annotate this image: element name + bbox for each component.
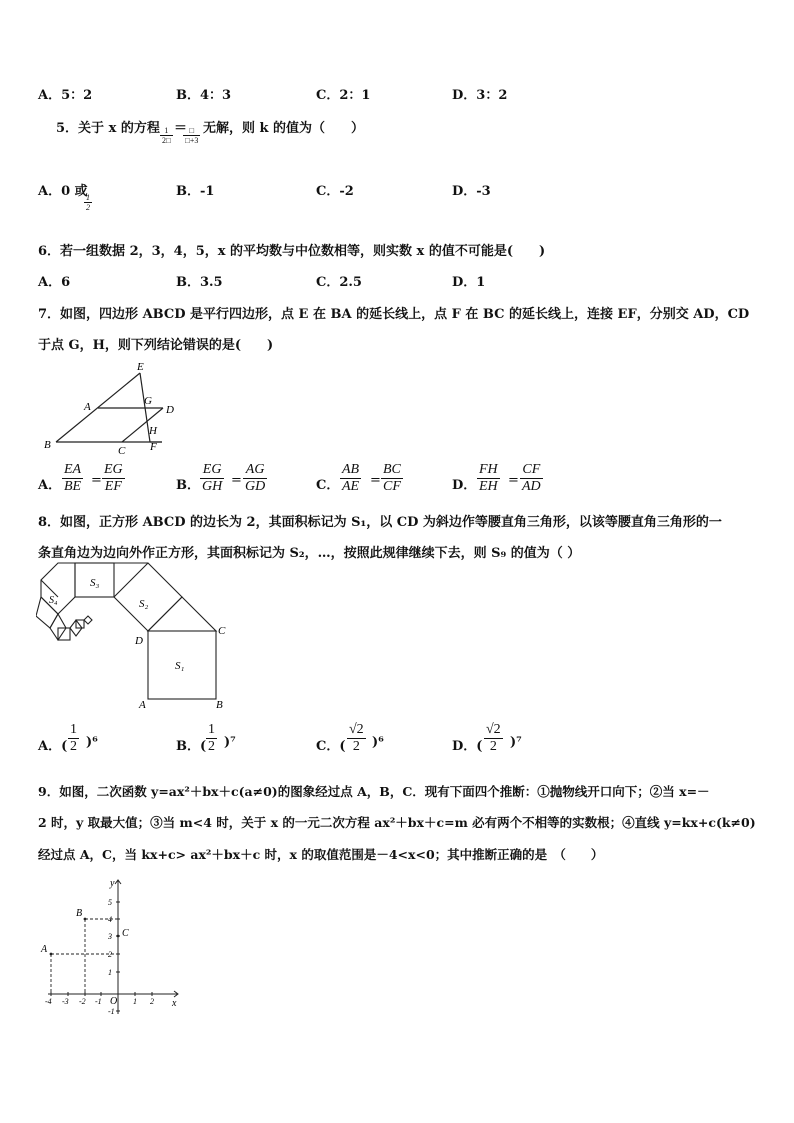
q7-option-d-letter: D． <box>452 478 477 493</box>
q9-coordinate-graph <box>38 874 188 1024</box>
q7-option-c-frac-right: $\frac{BC}{CF}$ <box>383 462 401 494</box>
y-tick-2: 2 <box>108 950 112 959</box>
x-tick-neg3: -3 <box>62 997 69 1006</box>
label-d8: D <box>135 635 143 647</box>
q8-option-d-exp: )⁷ <box>510 735 522 750</box>
q8-option-c-letter: C．( <box>316 739 346 754</box>
x-tick-neg1: -1 <box>95 997 102 1006</box>
point-label-b: B <box>76 908 83 919</box>
label-c: C <box>118 445 126 457</box>
q7-option-d-eq: = <box>508 473 519 488</box>
q7-parallelogram-figure <box>38 358 188 458</box>
x-tick-neg4: -4 <box>45 997 52 1006</box>
q8-option-c-exp: )⁶ <box>372 735 384 750</box>
q6-option-d: D．1 <box>452 275 486 290</box>
q8-option-b-letter: B．( <box>176 739 207 754</box>
label-b: B <box>44 439 51 451</box>
q5-stem-a: 5．关于 x 的方程 <box>56 121 160 136</box>
q9-stem-line3: 经过点 A，C，当 kx+c> ax²＋bx＋c 时，x 的取值范围是－4<x<0；其中推断正确的是 （ ） <box>38 847 604 862</box>
q8-option-d-letter: D．( <box>452 739 483 754</box>
label-b8: B <box>216 699 223 710</box>
q7-option-a-frac-right: $\frac{EG}{EF}$ <box>104 462 123 494</box>
x-tick-1: 1 <box>133 997 137 1006</box>
y-tick-3: 3 <box>108 932 112 941</box>
q4-option-b: B．4：3 <box>176 88 232 103</box>
q4-option-a: A．5：2 <box>38 88 93 103</box>
label-a: A <box>84 401 91 413</box>
y-tick-5: 5 <box>108 898 112 907</box>
q8-option-a-exp: )⁶ <box>86 735 98 750</box>
q6-option-a: A．6 <box>38 275 71 290</box>
label-s4: S₄ <box>49 595 58 606</box>
q7-option-b-letter: B． <box>176 478 200 493</box>
x-tick-2: 2 <box>150 997 154 1006</box>
q8-option-c-frac: $\frac{√2}{2}$ <box>349 722 364 754</box>
label-s3: S₃ <box>90 577 100 589</box>
label-h: H <box>149 425 157 437</box>
q9-stem-line2: 2 时，y 取最大值；③当 m<4 时，关于 x 的一元二次方程 ax²＋bx＋c=m 必有两个不相等的实数根；④直线 y=kx+c(k≠0) <box>38 815 756 830</box>
point-label-a: A <box>41 944 48 955</box>
q8-spiral-squares-figure <box>36 562 236 710</box>
q7-option-c-letter: C． <box>316 478 340 493</box>
point-label-c: C <box>122 928 129 939</box>
q4-option-c: C．2：1 <box>316 88 371 103</box>
q5-option-d: D．-3 <box>452 184 491 199</box>
q9-stem-line1: 9．如图，二次函数 y=ax²＋bx＋c(a≠0)的图象经过点 A，B，C．现有下面四个推断：①抛物线开口向下；②当 x=－ <box>38 784 710 799</box>
q4-option-d: D．3：2 <box>452 88 508 103</box>
axis-label-x: x <box>172 998 177 1009</box>
q5-fraction-1: $\frac{1}{2□}$ <box>162 126 171 145</box>
label-a8: A <box>139 699 146 710</box>
q7-stem-line2: 于点 G，H，则下列结论错误的是( ) <box>38 338 274 353</box>
q7-option-b-frac-left: $\frac{EG}{GH}$ <box>202 462 223 494</box>
q7-stem-line1: 7．如图，四边形 ABCD 是平行四边形，点 E 在 BA 的延长线上，点 F 在 BC 的延长线上，连接 EF，分别交 AD，CD <box>38 307 750 322</box>
label-f: F <box>150 441 157 453</box>
q8-stem-line1: 8．如图，正方形 ABCD 的边长为 2，其面积标记为 S₁，以 CD 为斜边作等腰直角三角形，以该等腰直角三角形的一 <box>38 515 722 530</box>
q7-option-d-frac-right: $\frac{CF}{AD}$ <box>522 462 541 494</box>
q8-option-b-frac: $\frac{1}{2}$ <box>208 722 215 754</box>
q7-option-d-frac-left: $\frac{FH}{EH}$ <box>479 462 498 494</box>
label-s2: S₂ <box>139 598 149 610</box>
label-c8: C <box>218 625 226 637</box>
label-e: E <box>137 361 144 373</box>
q8-stem-line2: 条直角边为边向外作正方形，其面积标记为 S₂，…，按照此规律继续下去，则 S₉ 的值为（ ） <box>38 546 581 561</box>
q7-option-a-letter: A． <box>38 478 62 493</box>
label-g: G <box>144 395 152 407</box>
q8-option-a-frac: $\frac{1}{2}$ <box>70 722 77 754</box>
q7-option-a-frac-left: $\frac{EA}{BE}$ <box>64 462 82 494</box>
q8-option-d-frac: $\frac{√2}{2}$ <box>486 722 501 754</box>
q6-option-b: B．3.5 <box>176 275 223 290</box>
q7-option-b-frac-right: $\frac{AG}{GD}$ <box>245 462 266 494</box>
y-tick-4: 4 <box>108 915 112 924</box>
q5-option-c: C．-2 <box>316 184 354 199</box>
q6-stem: 6．若一组数据 2，3，4，5，x 的平均数与中位数相等，则实数 x 的值不可能是( ) <box>38 244 546 259</box>
q7-option-a-eq: = <box>91 473 102 488</box>
label-d: D <box>166 404 174 416</box>
origin-label: O <box>110 996 118 1007</box>
q7-option-c-eq: = <box>370 473 381 488</box>
q6-option-c: C．2.5 <box>316 275 362 290</box>
x-tick-neg2: -2 <box>79 997 86 1006</box>
y-tick-1: 1 <box>108 968 112 977</box>
label-s1: S₁ <box>175 660 185 672</box>
q5-stem-c: 无解，则 k 的值为（ ） <box>203 121 365 136</box>
q5-option-a: A．0 或 <box>38 184 88 199</box>
q5-option-a-fraction: $\frac{1}{2}$ <box>86 193 90 212</box>
y-tick-neg1: -1 <box>108 1007 115 1016</box>
q5-fraction-2: □ □+3 <box>185 126 199 145</box>
q7-option-c-frac-left: $\frac{AB}{AE}$ <box>342 462 360 494</box>
q5-stem-b: ＝ <box>174 121 188 136</box>
q5-option-b: B．-1 <box>176 184 215 199</box>
axis-label-y: y <box>110 878 115 889</box>
q8-option-b-exp: )⁷ <box>224 735 236 750</box>
q7-option-b-eq: = <box>231 473 242 488</box>
q8-option-a-letter: A．( <box>38 739 68 754</box>
